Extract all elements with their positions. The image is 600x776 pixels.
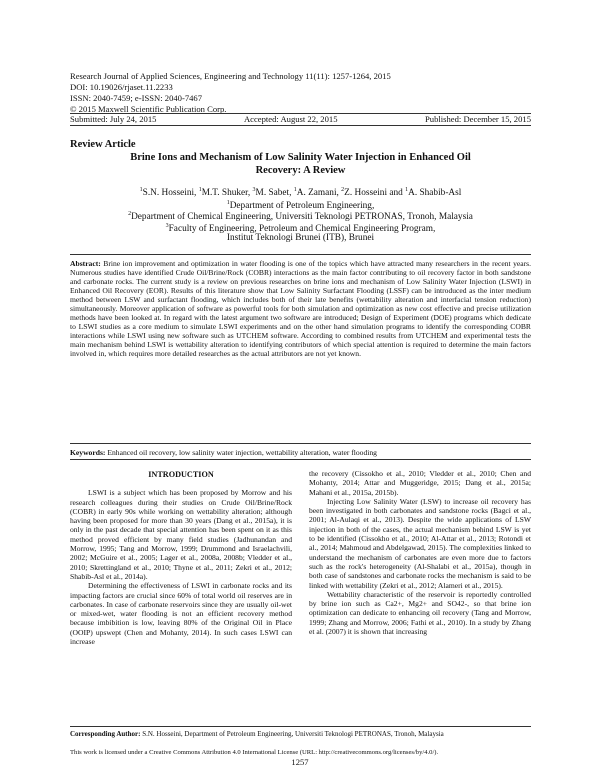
section-heading: INTRODUCTION: [148, 470, 214, 479]
title-line-1: Brine Ions and Mechanism of Low Salinity Water Injection in Enhanced Oil: [130, 152, 471, 163]
journal-citation: Research Journal of Applied Sciences, Engineering and Technology 11(11): 1257-1264, 2015: [70, 71, 391, 81]
right-paragraph-2: Injecting Low Salinity Water (LSW) to increase oil recovery has been investigated in both carbonates and sandstone rocks (Bagci et al., 2001; Al-Aulaqi et al., 2013). Despite the wide applications of LSW injection in both of the cases, the actual mechanism behind LSW is yet to be identified (Cissokho et al., 2010; Al-Attar et al., 2013; Rotondi et al., 2014; Mahmoud and Abdelgawad, 2015). The complexities linked to understand the mechanism of carbonates are even more due to factors such as the rock's heterogeneity (Al-Shalabi et al., 2015a), though in both case of sandstones and carbonate rocks the mechanism is said to be linked with wettability (Zekri et al., 2012; Alameri et al., 2015).: [309, 496, 531, 590]
footer-rule: [70, 726, 531, 727]
paper-title: [80, 151, 521, 177]
abstract-rule-top: [70, 254, 531, 255]
affiliation-2: $^2$Department of Chemical Engineering, Universiti Teknologi PETRONAS, Tronoh, Malaysia: [128, 211, 473, 223]
right-column: [309, 469, 531, 636]
published-date: Published: December 15, 2015: [425, 114, 531, 124]
header-rule-bottom: [70, 125, 531, 126]
journal-header: [70, 71, 391, 115]
abstract-rule-bottom: [70, 443, 531, 444]
right-paragraph-3: Wettability characteristic of the reservoir is reportedly controlled by brine ion such as Ca2+, Mg2+ and SO42-, so that brine ion optimization can dedicate to enhancing oil recovery (Tang and Morrow, 1999; Zhang and Morrow, 2006; Fathi et al., 2010). In a study by Zhang et al. (2007) it is shown that increasing: [309, 589, 531, 637]
abstract: [70, 259, 531, 359]
keywords-label: Keywords:: [70, 448, 106, 457]
left-paragraph-1: LSWI is a subject which has been proposed by Morrow and his research colleagues during their studies on Crude Oil/Brine/Rock (COBR) in early 90s while working on wettability alteration; although having been proposed for more than 30 years (Dang et al., 2015a), it is only in the past decade that special attention has been spent on it as this method proved efficient by many field studies (Jadhunandan and Morrow, 1995; Tang and Morrow, 1999; Drummond and Israelachvili, 2002; McGuire et al., 2005; Lager et al., 2008a, 2008b; Vledder et al., 2010; Skrettingland et al., 2010; Thyne et al., 2011; Zekri et al., 2012; Shabib-Asl et al., 2014a).: [70, 488, 292, 581]
right-paragraph-1: the recovery (Cissokho et al., 2010; Vledder et al., 2010; Chen and Mohanty, 2014; Attar and Muggeridge, 2015; Dang et al., 2015a; Mahani et al., 2015a, 2015b).: [309, 469, 531, 497]
doi: DOI: 10.19026/rjaset.11.2233: [70, 82, 173, 92]
dates-line: [70, 114, 531, 124]
affiliation-3: $^3$Faculty of Engineering, Petroleum and Chemical Engineering Program,: [165, 223, 436, 235]
page-number: 1257: [291, 757, 309, 767]
corresponding-author: [70, 730, 531, 739]
abstract-text: Brine ion improvement and optimization in water flooding is one of the topics which have attracted many researchers in the recent years. Numerous studies have identified Crude Oil/Brine/Rock (COBR) interactions as the main factor contributing to oil recovery factor in both sandstone and carbonate rocks. The current study is a review on previous researches on brine ions and mechanism of Low Salinity Water Injection (LSWI) in Enhanced Oil Recovery (EOR). Results of this literature show that Low Salinity Surfactant Flooding (LSSF) can be introduced as the inter medium method between LSW and surfactant flooding, which includes both of their late benefits (wettability alteration and interfacial tension reduction) simultaneously. Moreover application of software as powerful tools for both simulation and optimization as new cost effective and precise utilization methods have been looked at. In regard with the latest argument two software are introduced; Design of Experiment (DOE) programs which dedicate to LSWI studies as a core medium to simulate LSWI experiments and on the other hand simulation programs to identify the corresponding COBR interactions while LSWI using new software such as UTCHEM software. According to combined results from UTCHEM and experimental tests the main mechanism behind LSWI is wettability alteration to identifying contributors of which special attention is required to determine the main factors involved in, which requires more detailed researches as the actual attributors are not yet known.: [70, 259, 531, 359]
keywords-rule: [70, 459, 531, 460]
corresponding-text: S.N. Hosseini, Department of Petroleum Engineering, Universiti Teknologi PETRONAS, Tronoh, Malaysia: [142, 730, 444, 738]
accepted-date: Accepted: August 22, 2015: [243, 114, 338, 124]
authors: $^1$S.N. Hosseini, $^1$M.T. Shuker, $^3$M. Sabet, $^1$A. Zamani, $^2$Z. Hosseini and $^1$A. Shabib-Asl: [139, 187, 462, 199]
left-paragraph-2: Determining the effectiveness of LSWI in carbonate rocks and its impacting factors are crucial since 60% of total world oil reserves are in carbonates. In case of carbonate reservoirs since they are usually oil-wet or mixed-wet, water flooding is not an efficient recovery method because imbibition is low, leaving 80% of the Original Oil in Place (OOIP) upswept (Chen and Mohanty, 2014). In such cases LSWI can increase: [70, 581, 292, 647]
license-note: This work is licensed under a Creative Commons Attribution 4.0 International License (URL: http://creativecommons.org/licenses/by/4.0/).: [70, 749, 439, 756]
issn: ISSN: 2040-7459; e-ISSN: 2040-7467: [70, 93, 203, 103]
copyright: © 2015 Maxwell Scientific Publication Corp.: [70, 104, 227, 114]
corresponding-label: Corresponding Author:: [70, 730, 141, 738]
affiliation-1: $^1$Department of Petroleum Engineering,: [226, 200, 375, 212]
title-line-2: Recovery: A Review: [255, 165, 346, 176]
abstract-label: Abstract:: [70, 259, 101, 268]
affiliation-3-cont: Institut Teknologi Brunei (ITB), Brunei: [226, 233, 375, 243]
keywords: [70, 448, 531, 457]
left-column: [70, 470, 292, 646]
article-type: Review Article: [70, 139, 136, 150]
submitted-date: Submitted: July 24, 2015: [70, 114, 157, 124]
keywords-text: Enhanced oil recovery, low salinity water injection, wettability alteration, water flooding: [107, 448, 377, 457]
